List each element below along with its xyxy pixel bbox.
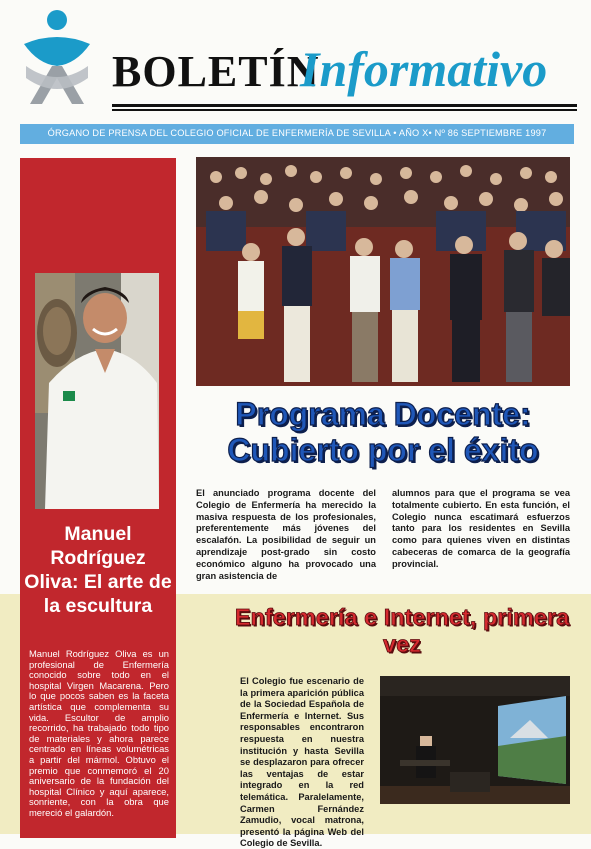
lead-body-column-1: El anunciado programa docente del Colegio de Enfermería ha merecido la masiva respuesta de los profesionales, preferentemente más jóvenes del escalafón. La posibilidad de seguir un aprendizaje post-grado sin costo económico alguno ha provocado una gran asistencia de [196, 488, 376, 581]
masthead-rule [112, 109, 577, 111]
lead-body-column-2: alumnos para que el programa se vea totalmente cubierto. En esta función, el Colegio nunca escatimará esfuerzos tanto para los residentes en Sevilla como para quienes viven en distintas cabeceras de comarca de la geografía provincial. [392, 488, 570, 569]
profile-headline: Manuel Rodríguez Oliva: El arte de la escultura [24, 523, 172, 617]
lecture-audience-photo [196, 157, 570, 386]
yellow-band-edge [0, 594, 20, 834]
college-logo [18, 8, 96, 108]
masthead-informativo: Informativo [300, 41, 548, 97]
profile-body: Manuel Rodríguez Oliva es un profesional de Enfermería conocido sobre todo en el hospital Virgen Macarena. Pero lo que pocos saben es la faceta artística que complementa su vida. Escultor de amplio recorrido, ha trabajado todo tipo de materiales y ahora parece centrado en líneas volumétricas a partir del mármol. Obtuvo el premio que conmemoró el 20 aniversario de la fundación del hospital Clínico y aquí aparece, sonriente, con la obra que mereció el galardón. [29, 648, 169, 818]
projection-room-photo [380, 676, 570, 804]
masthead-rule [112, 104, 577, 107]
masthead [112, 42, 577, 112]
lead-headline: Programa Docente: Cubierto por el éxito [227, 396, 539, 468]
sidebar-profile [20, 158, 176, 838]
subtitle-bar [20, 124, 574, 144]
subtitle-text: ÓRGANO DE PRENSA DEL COLEGIO OFICIAL DE ENFERMERÍA DE SEVILLA • AÑO X• Nº 86 SEPTIEMBRE 1997 [47, 128, 547, 138]
masthead-boletin: BOLETÍN [112, 47, 320, 96]
sculptor-photo [35, 273, 159, 509]
internet-body: El Colegio fue escenario de la primera aparición pública de la Sociedad Española de Enfermería e Internet. Sus responsables encontraron respuesta en nuestra institución y hasta Sevilla se desplazaron para ofrecer las ventajas de estar integrado en la red telemática. Paralelamente, Carmen Fernández Zamudio, vocal matrona, presentó la página Web del Colegio de Sevilla. [240, 676, 364, 849]
internet-headline: Enfermería e Internet, primera vez [234, 604, 570, 657]
